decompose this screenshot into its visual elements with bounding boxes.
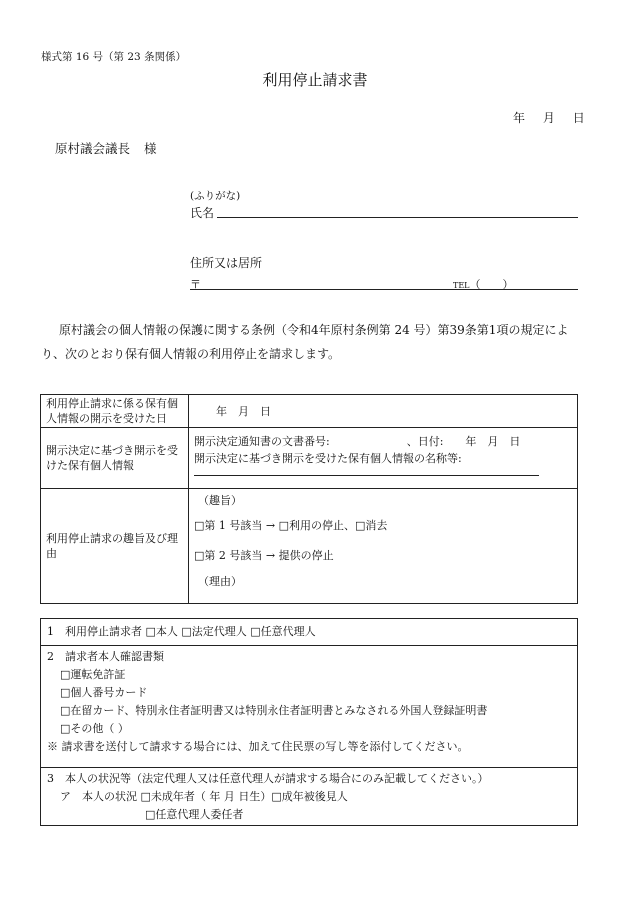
addressee <box>55 139 157 157</box>
purpose-option-2[interactable]: □第 2 号該当 → 提供の停止 <box>194 549 334 562</box>
disclosed-info-underline <box>194 475 539 476</box>
page-title: 利用停止請求書 <box>262 71 368 89</box>
purpose-option-1[interactable]: □第 1 号該当 → □利用の停止、□消去 <box>194 519 388 532</box>
intro-paragraph: 原村議会の個人情報の保護に関する条例（令和4年原村条例第 24 号）第39条第1項の規定により、次のとおり保有個人情報の利用停止を請求します。 <box>41 323 569 361</box>
address-field-line[interactable] <box>190 289 578 290</box>
date-day: 日 <box>572 111 585 125</box>
requester-type[interactable]: 1 利用停止請求者 □本人 □法定代理人 □任意代理人 <box>41 619 578 646</box>
id-doc-option-mynumber[interactable]: □個人番号カード <box>60 686 148 699</box>
table-row <box>41 489 578 604</box>
table-row <box>41 619 578 646</box>
furigana-label: (ふりがな) <box>190 190 241 202</box>
notice-number-line: 開示決定通知書の文書番号: 、日付: 年 月 日 <box>194 435 521 448</box>
address-label: 住所又は居所 <box>190 256 263 270</box>
purpose-heading: （趣旨） <box>198 494 242 507</box>
tel-parens: （ ） <box>469 278 514 291</box>
disclosed-info-label: 開示決定に基づき開示を受けた保有個人情報 <box>41 428 189 489</box>
request-detail-table <box>40 394 578 604</box>
disclosed-info-name-line: 開示決定に基づき開示を受けた保有個人情報の名称等: <box>194 452 462 465</box>
mailing-note: ※ 請求書を送付して請求する場合には、加えて住民票の写し等を添付してください。 <box>47 740 469 753</box>
date-month: 月 <box>542 111 555 125</box>
addressee-suffix: 様 <box>144 141 157 156</box>
postal-mark: 〒 <box>190 278 201 291</box>
id-documents-section <box>41 646 578 768</box>
request-date <box>513 109 585 126</box>
id-doc-option-residence-card[interactable]: □在留カード、特別永住者証明書又は特別永住者証明書とみなされる外国人登録証明書 <box>60 704 488 717</box>
table-row <box>41 395 578 428</box>
form-number: 様式第 16 号（第 23 条関係） <box>41 51 187 63</box>
table-row <box>41 646 578 768</box>
id-documents-heading: 2 請求者本人確認書類 <box>47 650 164 663</box>
principal-status-heading: 3 本人の状況等（法定代理人又は任意代理人が請求する場合にのみ記載してください。） <box>47 772 489 785</box>
requester-info-table <box>40 618 578 826</box>
name-label: 氏名 <box>190 206 215 220</box>
principal-status-option-mandator[interactable]: □任意代理人委任者 <box>145 808 244 821</box>
name-field-line[interactable] <box>217 217 578 218</box>
purpose-reason-label: 利用停止請求の趣旨及び理由 <box>41 489 189 604</box>
disclosed-info-field[interactable] <box>189 428 578 489</box>
table-row <box>41 768 578 826</box>
disclosed-date-label: 利用停止請求に係る保有個人情報の開示を受けた日 <box>41 395 189 428</box>
principal-status-section <box>41 768 578 826</box>
addressee-name: 原村議会議長 <box>55 141 131 156</box>
date-year: 年 <box>513 111 526 125</box>
purpose-reason-field[interactable] <box>189 489 578 604</box>
reason-heading: （理由） <box>198 575 242 588</box>
tel-prefix: TEL <box>453 281 470 290</box>
id-doc-option-license[interactable]: □運転免許証 <box>60 668 126 681</box>
table-row <box>41 428 578 489</box>
principal-status-options[interactable]: ア 本人の状況 □未成年者（ 年 月 日生）□成年被後見人 <box>60 790 348 803</box>
id-doc-option-other[interactable]: □その他（ ） <box>60 722 129 735</box>
disclosed-date-field[interactable]: 年 月 日 <box>189 395 578 428</box>
